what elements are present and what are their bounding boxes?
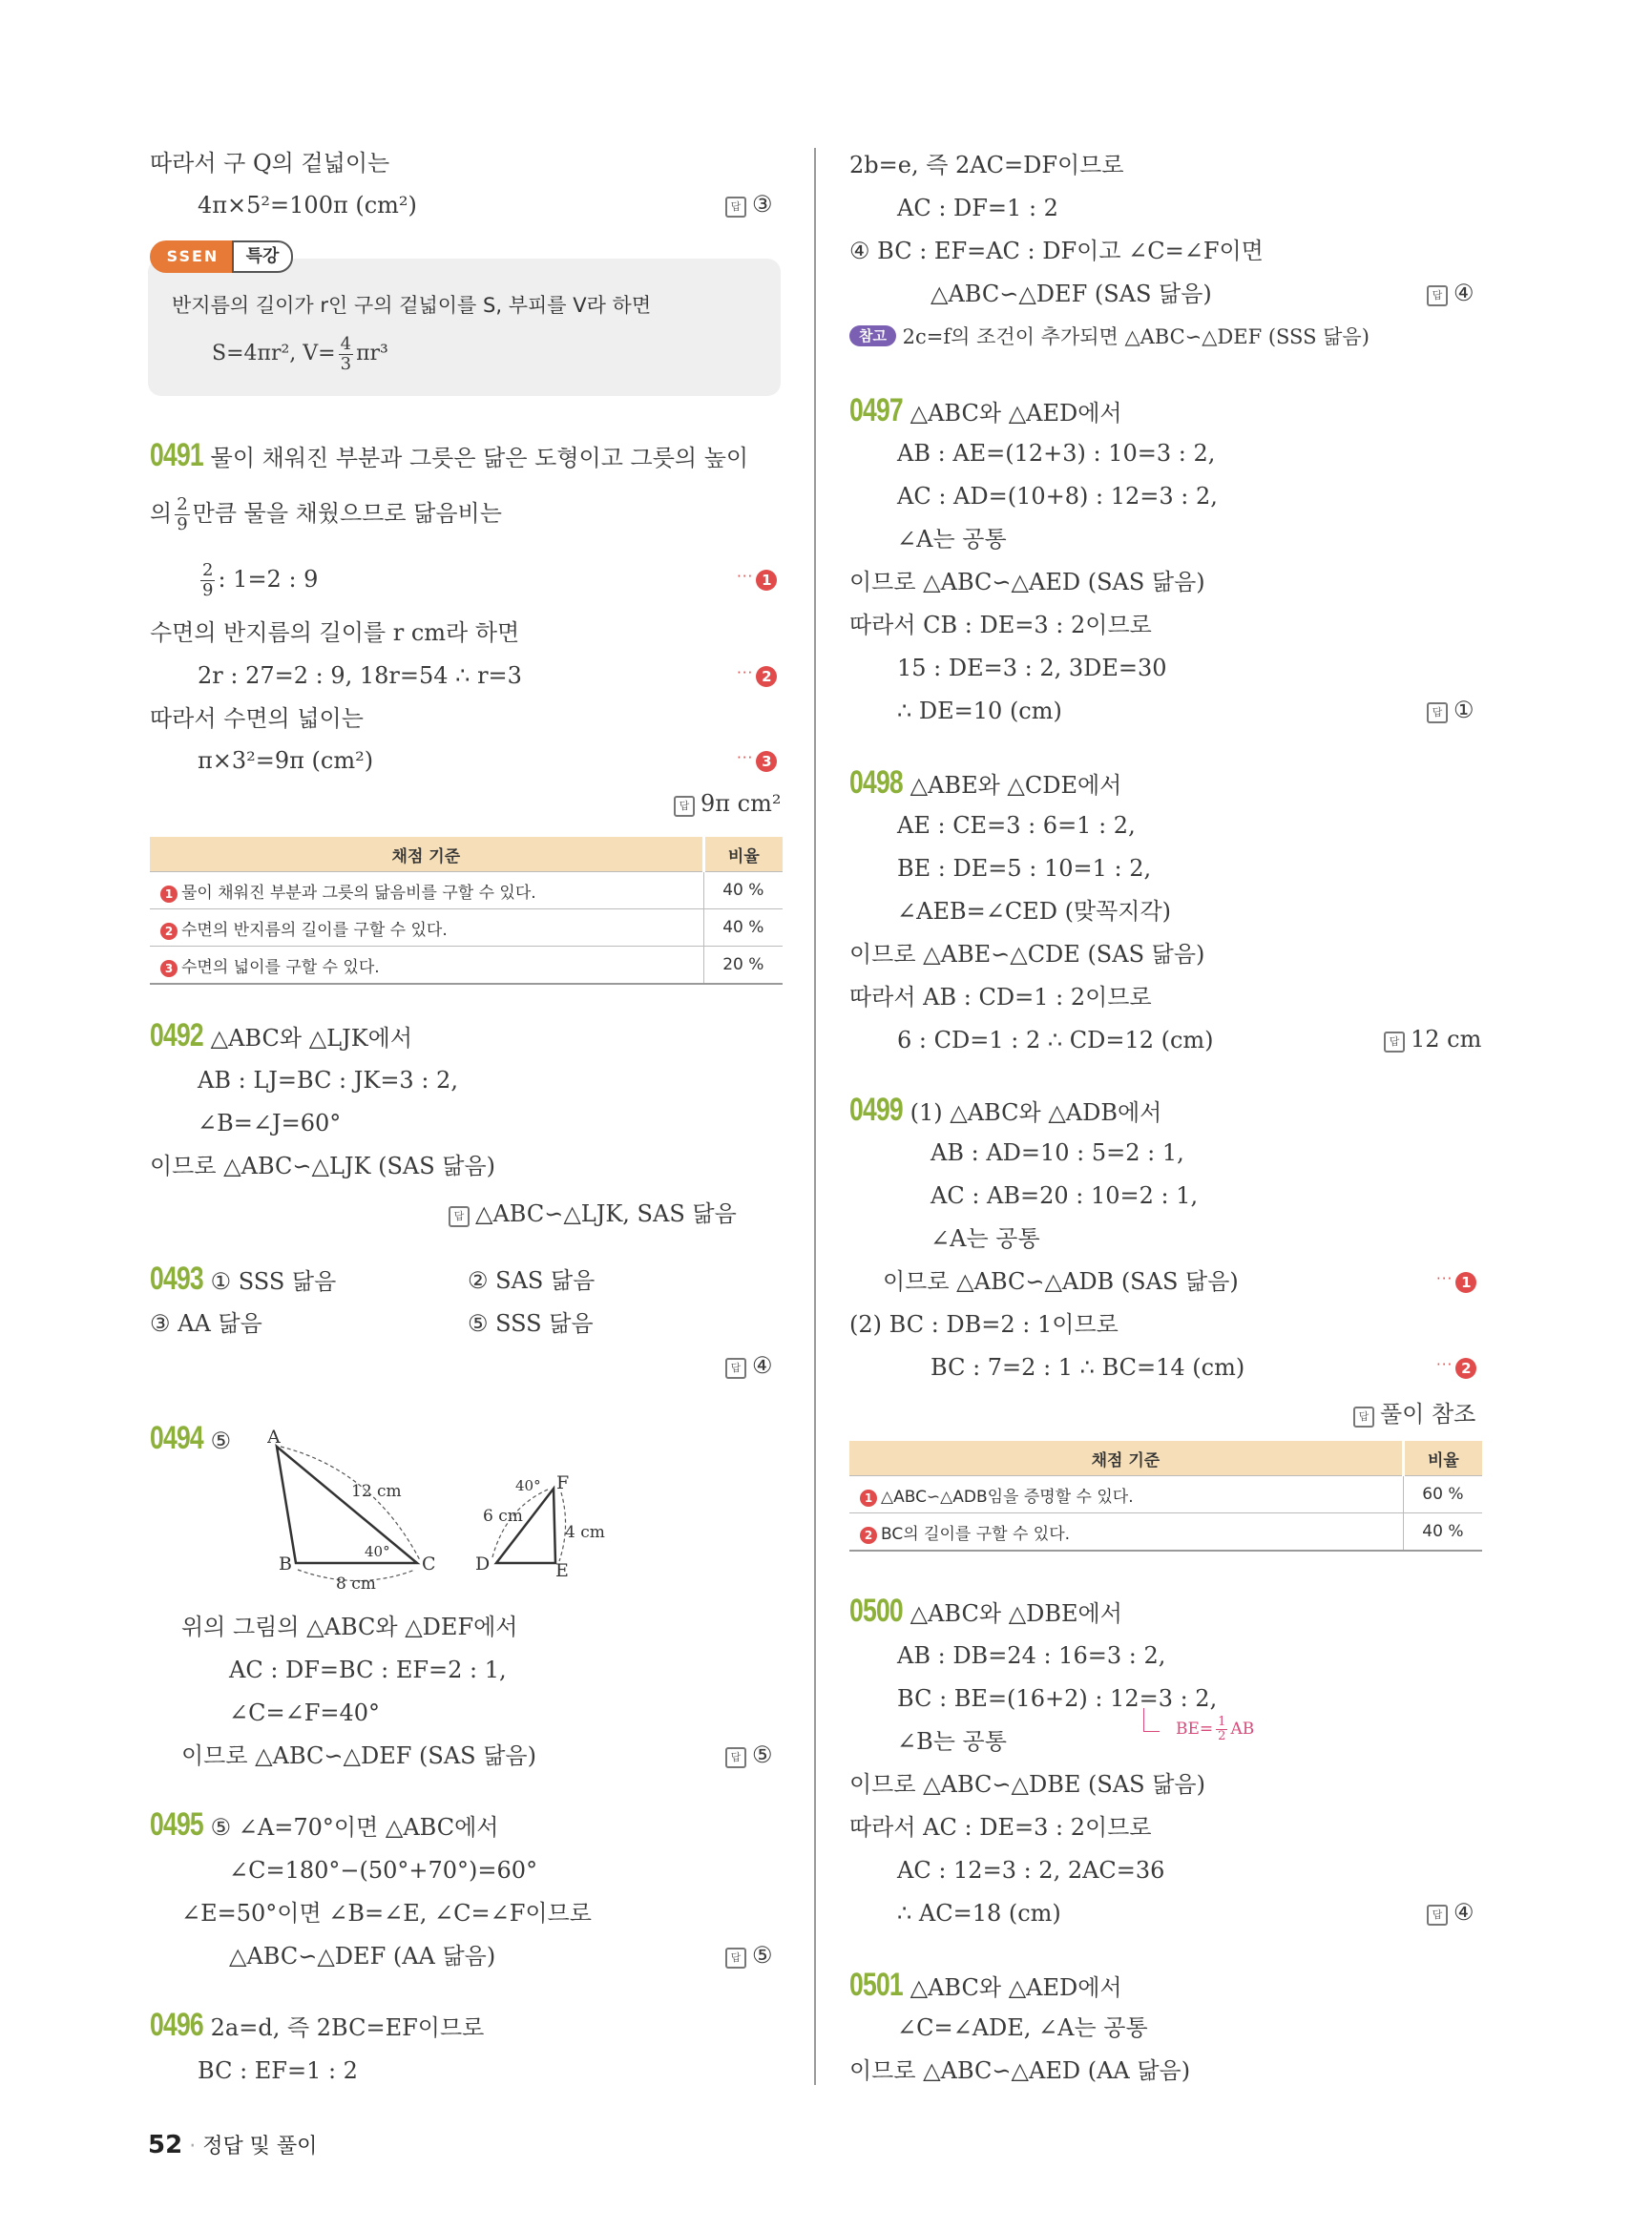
formula-line: ∠B는 공통 <box>897 1728 1007 1755</box>
label-b: B <box>279 1553 292 1574</box>
formula-line: π×3²=9π (cm²) <box>198 747 374 774</box>
formula-line: BE : DE=5 : 10=1 : 2, <box>897 855 1152 882</box>
answer-box-icon: 답 <box>725 1358 746 1379</box>
text-line: 이므로 △ABE∽△CDE (SAS 닮음) <box>849 941 1205 968</box>
text-line: 이므로 △ABC∽△ADB (SAS 닮음) <box>883 1268 1239 1295</box>
answer-mark: 답 ⑤ <box>725 1942 773 1969</box>
tip-line: 반지름의 길이가 r인 구의 겉넓이를 S, 부피를 V라 하면 <box>172 294 652 317</box>
formula-line: ∠C=∠ADE, ∠A는 공통 <box>897 2014 1148 2041</box>
problem-number: 0499 <box>849 1092 903 1128</box>
text-line: 이므로 △ABC∽△AED (AA 닮음) <box>849 2057 1191 2084</box>
formula-line: ∠B=∠J=60° <box>198 1110 342 1136</box>
answer-box-icon: 답 <box>449 1206 470 1227</box>
text-line: 위의 그림의 △ABC와 △DEF에서 <box>181 1614 518 1640</box>
formula-line: ∠AEB=∠CED (맞꼭지각) <box>897 898 1172 925</box>
hint-bracket <box>1143 1708 1160 1732</box>
formula-line: 2r : 27=2 : 9, 18r=54 ∴ r=3 <box>198 662 522 689</box>
formula-line: BC : EF=1 : 2 <box>198 2057 358 2084</box>
formula-line: BC : 7=2 : 1 ∴ BC=14 (cm) <box>931 1354 1245 1381</box>
column-divider <box>814 148 816 2085</box>
formula-line: AE : CE=3 : 6=1 : 2, <box>897 812 1136 839</box>
label-df-length: 6 cm <box>483 1507 523 1526</box>
page-number: 52 <box>148 2131 183 2159</box>
formula-line: BC : BE=(16+2) : 12=3 : 2, <box>897 1685 1218 1712</box>
label-angle-f: 40° <box>515 1477 541 1494</box>
answer-box-icon: 답 <box>674 796 695 817</box>
step-marker-1: ··· 1 <box>737 567 777 591</box>
formula-line: △ABC∽△DEF (SAS 닮음) <box>931 281 1212 307</box>
answer-box-icon: 답 <box>1427 285 1448 306</box>
label-f: F <box>556 1472 570 1493</box>
problem-number: 0494 <box>150 1420 203 1456</box>
label-d: D <box>475 1553 491 1574</box>
answer-mark: 답 ④ <box>1427 280 1474 306</box>
problem-number: 0492 <box>150 1017 203 1053</box>
formula-line: AB : DB=24 : 16=3 : 2, <box>897 1642 1166 1669</box>
answer-box-icon: 답 <box>1427 702 1448 723</box>
formula-line: ∴ AC=18 (cm) <box>897 1900 1061 1927</box>
label-a: A <box>267 1427 281 1448</box>
answer-mark: 답 ⑤ <box>725 1741 773 1768</box>
answer-mark: 답 ④ <box>1427 1899 1474 1926</box>
text-line: 따라서 AC : DE=3 : 2이므로 <box>849 1814 1152 1841</box>
problem-0498: 0498 △ABE와 △CDE에서 <box>849 764 1122 801</box>
answer-box-icon: 답 <box>725 1948 746 1969</box>
table-header-row <box>150 837 783 872</box>
text-line: 따라서 수면의 넓이는 <box>150 705 364 732</box>
answer-mark: 답 ④ <box>725 1352 773 1379</box>
problem-number: 0493 <box>150 1261 203 1297</box>
table-row: 1 △ABC∽△ADB임을 증명할 수 있다. 60 % <box>849 1476 1482 1513</box>
answer-mark: 답 ③ <box>725 191 773 218</box>
problem-number: 0498 <box>849 764 903 801</box>
tip-formula: S=4πr², V= $\frac{4}{3}$ πr³ <box>212 333 388 374</box>
label-bc-length: 8 cm <box>336 1574 376 1594</box>
hint-note: BE= $\frac{1}{2}$ AB <box>1176 1715 1255 1743</box>
formula-line: ∴ DE=10 (cm) <box>897 698 1062 724</box>
tip-badge-label-2: 특강 <box>232 240 293 273</box>
triangle-abc <box>277 1447 417 1563</box>
formula-line: AC : AB=20 : 10=2 : 1, <box>931 1182 1199 1209</box>
formula-line: $\frac{2}{9}$ : 1=2 : 9 <box>202 560 319 600</box>
formula-line: ∠A는 공통 <box>897 526 1007 553</box>
problem-number: 0501 <box>849 1967 903 2003</box>
answer-mark: 답 ① <box>1427 697 1474 723</box>
label-c: C <box>422 1553 436 1574</box>
table-header-row <box>849 1441 1482 1476</box>
text-line: 따라서 AB : CD=1 : 2이므로 <box>849 984 1152 1011</box>
note-chip: 참고 <box>849 325 896 346</box>
formula-line: AB : AE=(12+3) : 10=3 : 2, <box>897 440 1216 467</box>
problem-0491: 0491 물이 채워진 부분과 그릇은 닮은 도형이고 그릇의 높이 <box>150 437 749 473</box>
formula-line: ∠C=180°−(50°+70°)=60° <box>229 1857 538 1884</box>
text-line: 따라서 CB : DE=3 : 2이므로 <box>849 612 1152 638</box>
formula-line: AC : DF=BC : EF=2 : 1, <box>229 1657 507 1683</box>
answer-box-icon: 답 <box>1427 1905 1448 1926</box>
table-row: 3 수면의 넓이를 구할 수 있다. 20 % <box>150 947 783 985</box>
step-marker-2: ··· 2 <box>1436 1355 1476 1379</box>
problem-0493: 0493 ① SSS 닮음 <box>150 1261 337 1297</box>
formula-line: AB : LJ=BC : JK=3 : 2, <box>198 1067 458 1094</box>
problem-0496: 0496 2a=d, 즉 2BC=EF이므로 <box>150 2007 485 2043</box>
choice-text: ⑤ SSS 닮음 <box>468 1310 594 1337</box>
answer-box-icon: 답 <box>1353 1407 1374 1428</box>
problem-number: 0500 <box>849 1593 903 1629</box>
problem-number: 0495 <box>150 1806 203 1843</box>
problem-number: 0491 <box>150 437 203 473</box>
text-line: 따라서 구 Q의 겉넓이는 <box>150 150 390 177</box>
table-row: 2 BC의 길이를 구할 수 있다. 40 % <box>849 1513 1482 1552</box>
scoring-table <box>150 837 783 985</box>
table-header: 채점 기준 <box>150 837 703 872</box>
problem-0499: 0499 (1) △ABC와 △ADB에서 <box>849 1092 1162 1128</box>
page-footer: 52 · 정답 및 풀이 <box>148 2131 318 2159</box>
answer-box-icon: 답 <box>725 1747 746 1768</box>
problem-0492: 0492 △ABC와 △LJK에서 <box>150 1017 413 1053</box>
answer-mark: 답 풀이 참조 <box>1353 1395 1475 1428</box>
problem-0501: 0501 △ABC와 △AED에서 <box>849 1967 1122 2003</box>
text-line: 의 $\frac{2}{9}$ 만큼 물을 채웠으므로 닮음비는 <box>150 494 502 534</box>
formula-line: ∠E=50°이면 ∠B=∠E, ∠C=∠F이므로 <box>181 1900 592 1927</box>
problem-0495: 0495 ⑤ ∠A=70°이면 △ABC에서 <box>150 1806 499 1843</box>
dim-ac <box>281 1447 420 1560</box>
triangle-def <box>496 1489 555 1563</box>
label-e: E <box>555 1560 569 1581</box>
table-header: 비율 <box>703 837 783 872</box>
formula-line: ④ BC : EF=AC : DF이고 ∠C=∠F이면 <box>849 238 1264 264</box>
text-line: 이므로 △ABC∽△LJK (SAS 닮음) <box>150 1153 496 1179</box>
formula-line: AB : AD=10 : 5=2 : 1, <box>931 1139 1184 1166</box>
text-line: 이므로 △ABC∽△AED (SAS 닮음) <box>849 569 1205 595</box>
choice-text: ② SAS 닮음 <box>468 1267 596 1294</box>
step-marker-3: ··· 3 <box>737 748 777 772</box>
problem-number: 0496 <box>150 2007 203 2043</box>
label-angle-c: 40° <box>365 1543 390 1560</box>
choice-text: ③ AA 닮음 <box>150 1310 262 1337</box>
answer-mark: 답 △ABC∽△LJK, SAS 닮음 <box>449 1195 737 1228</box>
step-marker-2: ··· 2 <box>737 663 777 687</box>
formula-line: AC : DF=1 : 2 <box>897 195 1058 221</box>
label-ac-length: 12 cm <box>351 1482 402 1501</box>
tip-badge-label: SSEN <box>150 240 236 273</box>
table-row: 1 물이 채워진 부분과 그릇의 닮음비를 구할 수 있다. 40 % <box>150 872 783 909</box>
formula-line: 15 : DE=3 : 2, 3DE=30 <box>897 655 1167 681</box>
label-ef-length: 4 cm <box>565 1523 605 1542</box>
formula-line: 2b=e, 즉 2AC=DF이므로 <box>849 152 1124 178</box>
formula-line: 6 : CD=1 : 2 ∴ CD=12 (cm) <box>897 1027 1214 1053</box>
text-line: (2) BC : DB=2 : 1이므로 <box>849 1311 1119 1338</box>
text-line: 이므로 △ABC∽△DBE (SAS 닮음) <box>849 1771 1205 1798</box>
text-line: 이므로 △ABC∽△DEF (SAS 닮음) <box>181 1742 536 1769</box>
footer-title: 정답 및 풀이 <box>202 2135 318 2158</box>
problem-number: 0497 <box>849 392 903 428</box>
table-row: 2 수면의 반지름의 길이를 구할 수 있다. 40 % <box>150 909 783 947</box>
step-marker-1: ··· 1 <box>1436 1269 1476 1293</box>
formula-line: AC : AD=(10+8) : 12=3 : 2, <box>897 483 1218 510</box>
answer-mark: 답 12 cm <box>1384 1026 1481 1053</box>
table-header: 채점 기준 <box>849 1441 1403 1476</box>
formula-line: ∠C=∠F=40° <box>229 1699 380 1726</box>
answer-box-icon: 답 <box>1384 1032 1405 1053</box>
problem-0497: 0497 △ABC와 △AED에서 <box>849 392 1122 428</box>
answer-mark: 답 9π cm² <box>674 790 782 817</box>
problem-0494: 0494 ⑤ <box>150 1420 232 1456</box>
triangle-figure <box>267 1422 630 1594</box>
formula-line: AC : 12=3 : 2, 2AC=36 <box>897 1857 1165 1884</box>
table-header: 비율 <box>1403 1441 1482 1476</box>
problem-0500: 0500 △ABC와 △DBE에서 <box>849 1593 1122 1629</box>
scoring-table <box>849 1441 1482 1552</box>
formula-line: △ABC∽△DEF (AA 닮음) <box>229 1943 496 1970</box>
answer-box-icon: 답 <box>725 197 746 218</box>
note-line: 참고 2c=f의 조건이 추가되면 △ABC∽△DEF (SSS 닮음) <box>849 323 1370 351</box>
tip-badge <box>150 240 295 275</box>
text-line: 수면의 반지름의 길이를 r cm라 하면 <box>150 619 520 646</box>
formula-line: ∠A는 공통 <box>931 1225 1040 1252</box>
formula-line: 4π×5²=100π (cm²) <box>198 192 417 219</box>
